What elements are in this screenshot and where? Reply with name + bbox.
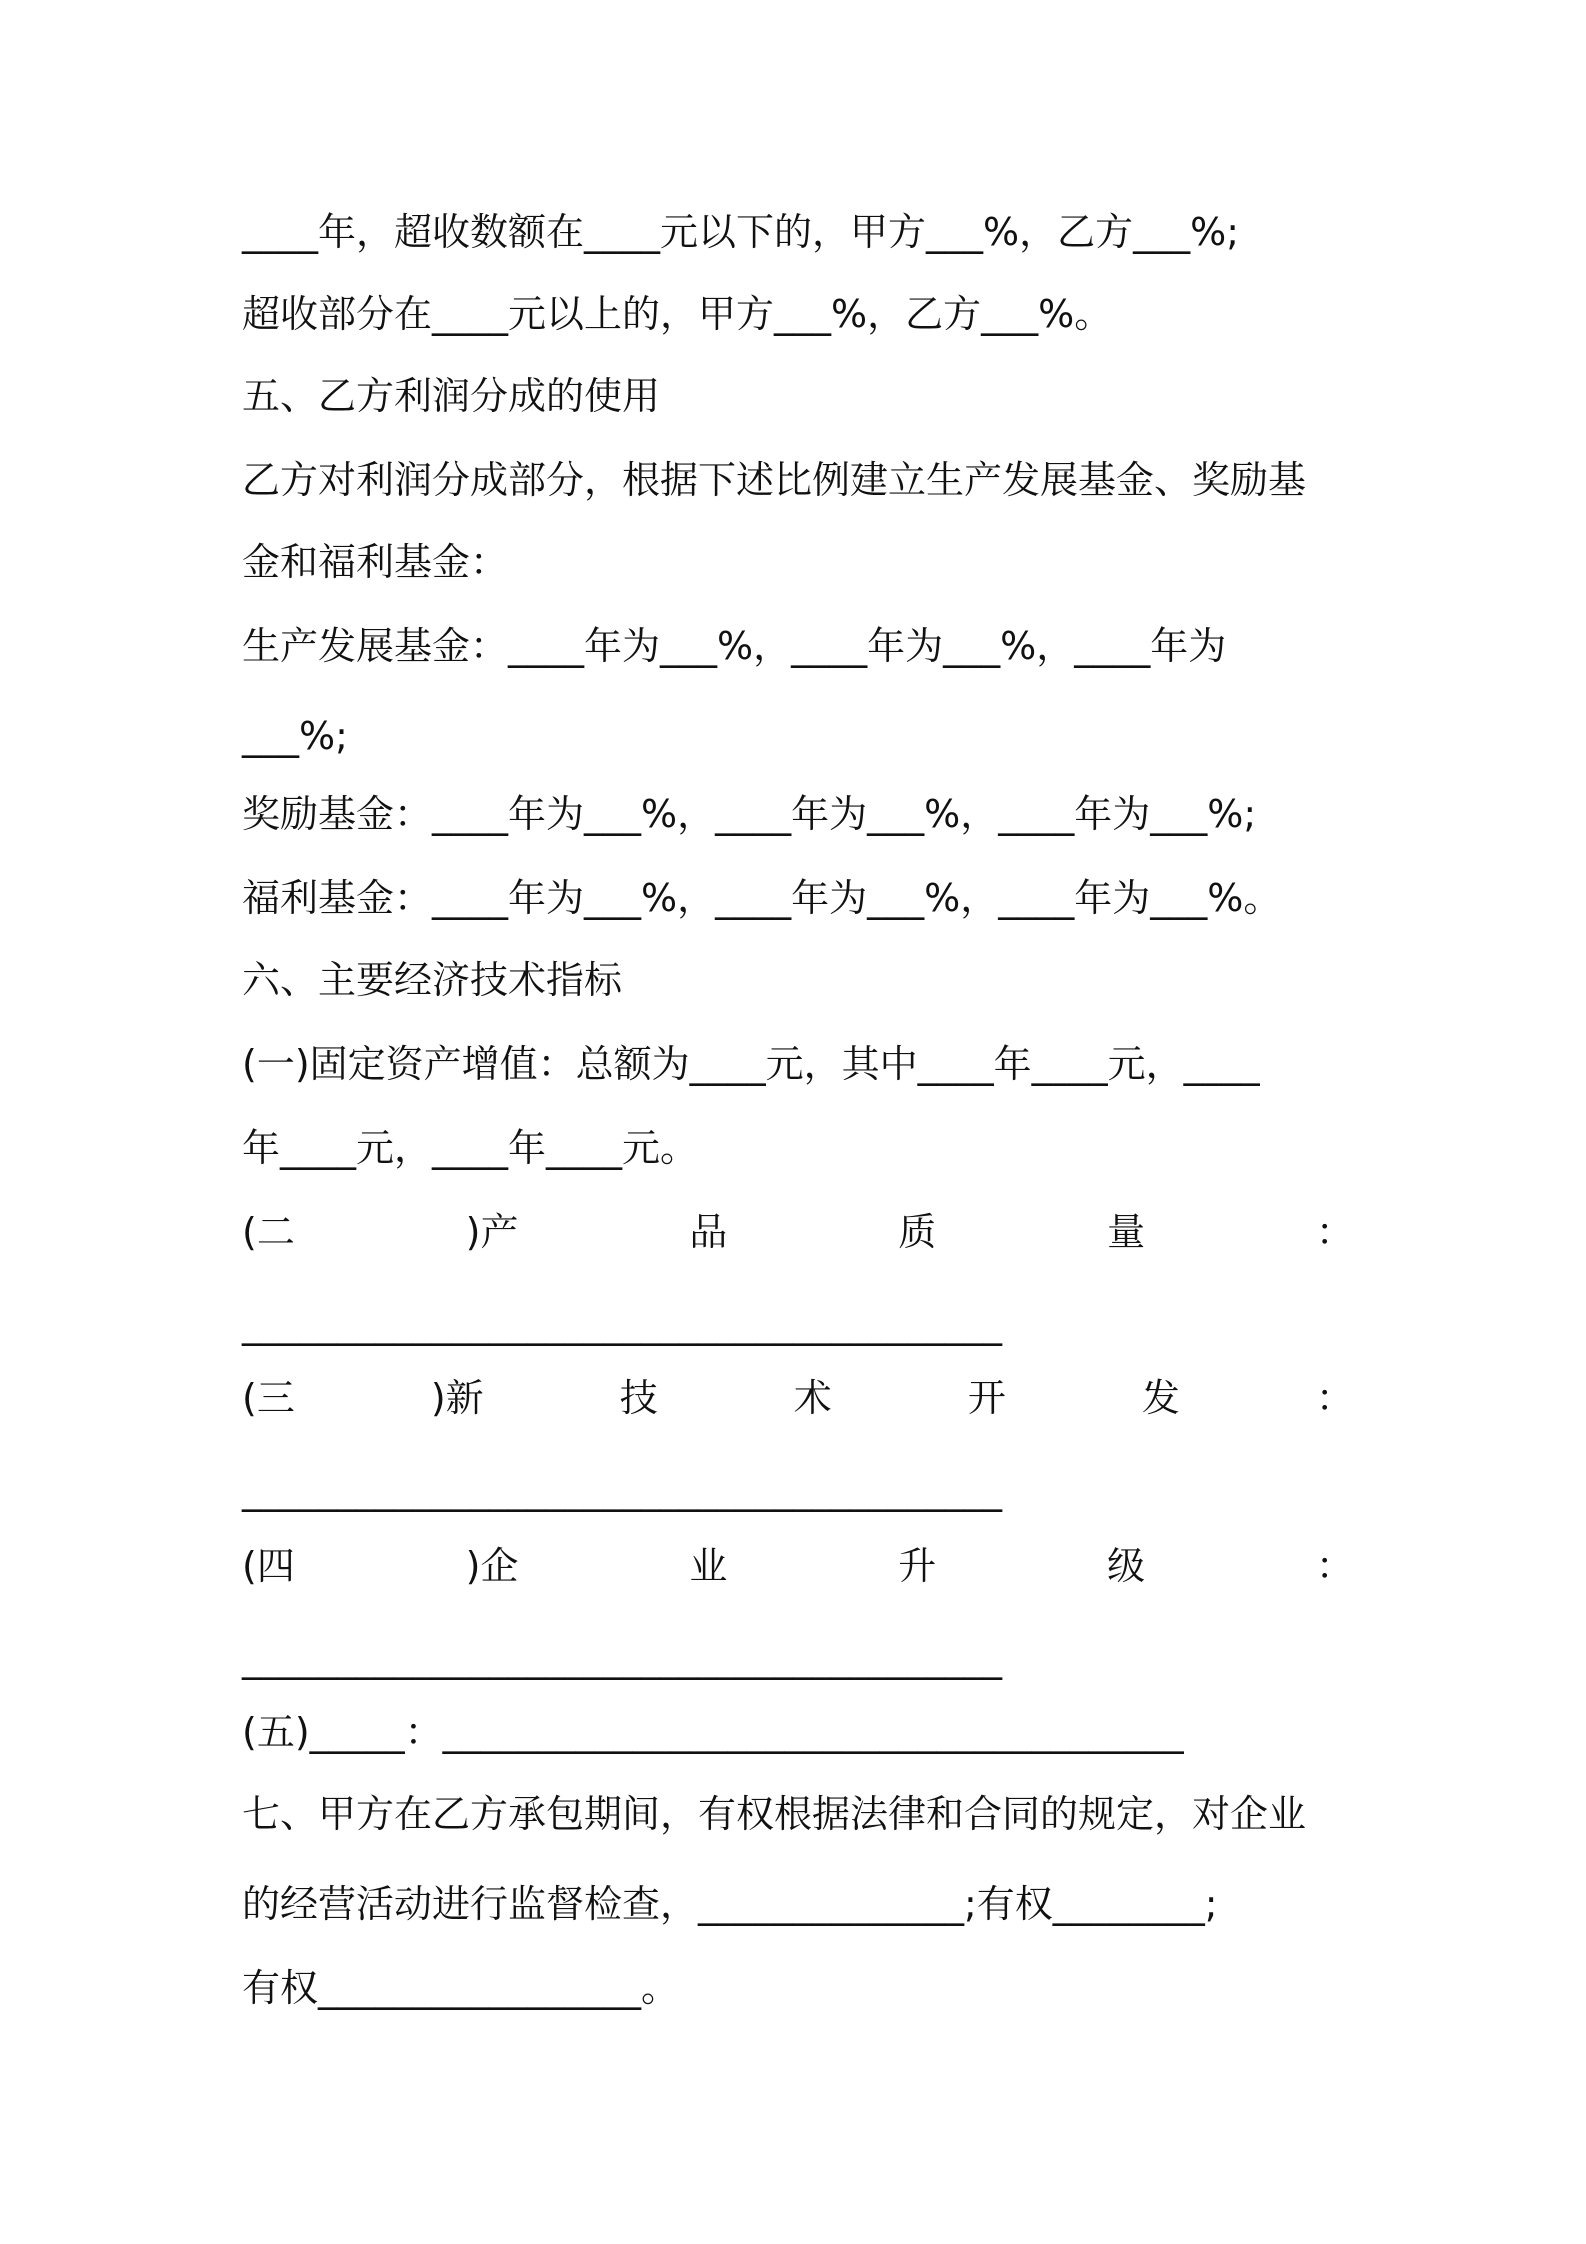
section-heading-7: 七、甲方在乙方承包期间，有权根据法律和合同的规定，对企业	[242, 1792, 1307, 1836]
item2-part-4: 质	[898, 1210, 937, 1254]
section-heading-6: 六、主要经济技术指标	[242, 958, 623, 1002]
item4-part-5: 级	[1107, 1544, 1146, 1588]
item4-part-1: (四	[242, 1544, 295, 1588]
text-line-6: 生产发展基金：____年为___%，____年为___%，____年为	[242, 624, 1227, 668]
text-line-7: ___%;	[242, 714, 348, 758]
item3-part-2: )新	[430, 1376, 484, 1420]
item-5: (五)_____：_______________________________________	[242, 1710, 1184, 1754]
item3-part-7: ：	[1315, 1376, 1354, 1420]
section-heading-5: 五、乙方利润分成的使用	[242, 374, 661, 418]
text-line-9: 福利基金：____年为___%，____年为___%，____年为___%。	[242, 876, 1282, 920]
text-line-18: 的经营活动进行监督检查，______________;有权________;	[242, 1882, 1218, 1926]
item2-part-3: 品	[689, 1210, 728, 1254]
item3-part-6: 发	[1141, 1376, 1180, 1420]
item-product-quality	[242, 1208, 1354, 1256]
text-line-12: 年____元，____年____元。	[242, 1126, 699, 1170]
item3-part-5: 开	[967, 1376, 1006, 1420]
text-line-4: 乙方对利润分成部分，根据下述比例建立生产发展基金、奖励基	[242, 458, 1307, 502]
text-line-8: 奖励基金：____年为___%，____年为___%，____年为___%;	[242, 792, 1257, 836]
text-line-5: 金和福利基金：	[242, 540, 509, 584]
item2-part-1: (二	[242, 1210, 295, 1254]
item3-part-3: 技	[619, 1376, 658, 1420]
item2-part-2: )产	[465, 1210, 519, 1254]
blank-line-enterprise-upgrade: ________________________________________	[242, 1636, 1002, 1680]
item4-part-2: )企	[465, 1544, 519, 1588]
item4-part-3: 业	[689, 1544, 728, 1588]
blank-line-new-technology: ________________________________________	[242, 1468, 1002, 1512]
blank-line-product-quality: ________________________________________	[242, 1302, 1002, 1346]
text-line-2: 超收部分在____元以上的，甲方___%，乙方___%。	[242, 292, 1113, 336]
item4-part-6: ：	[1315, 1544, 1354, 1588]
text-line-19: 有权_________________。	[242, 1966, 680, 2010]
text-line-11: (一)固定资产增值：总额为____元，其中____年____元，____	[242, 1042, 1260, 1086]
item-enterprise-upgrade	[242, 1542, 1354, 1590]
item2-part-6: ：	[1315, 1210, 1354, 1254]
item4-part-4: 升	[898, 1544, 937, 1588]
item3-part-1: (三	[242, 1376, 295, 1420]
item3-part-4: 术	[793, 1376, 832, 1420]
item-new-technology	[242, 1374, 1354, 1422]
item2-part-5: 量	[1107, 1210, 1146, 1254]
text-line-1: ____年，超收数额在____元以下的，甲方___%，乙方___%;	[242, 210, 1240, 254]
